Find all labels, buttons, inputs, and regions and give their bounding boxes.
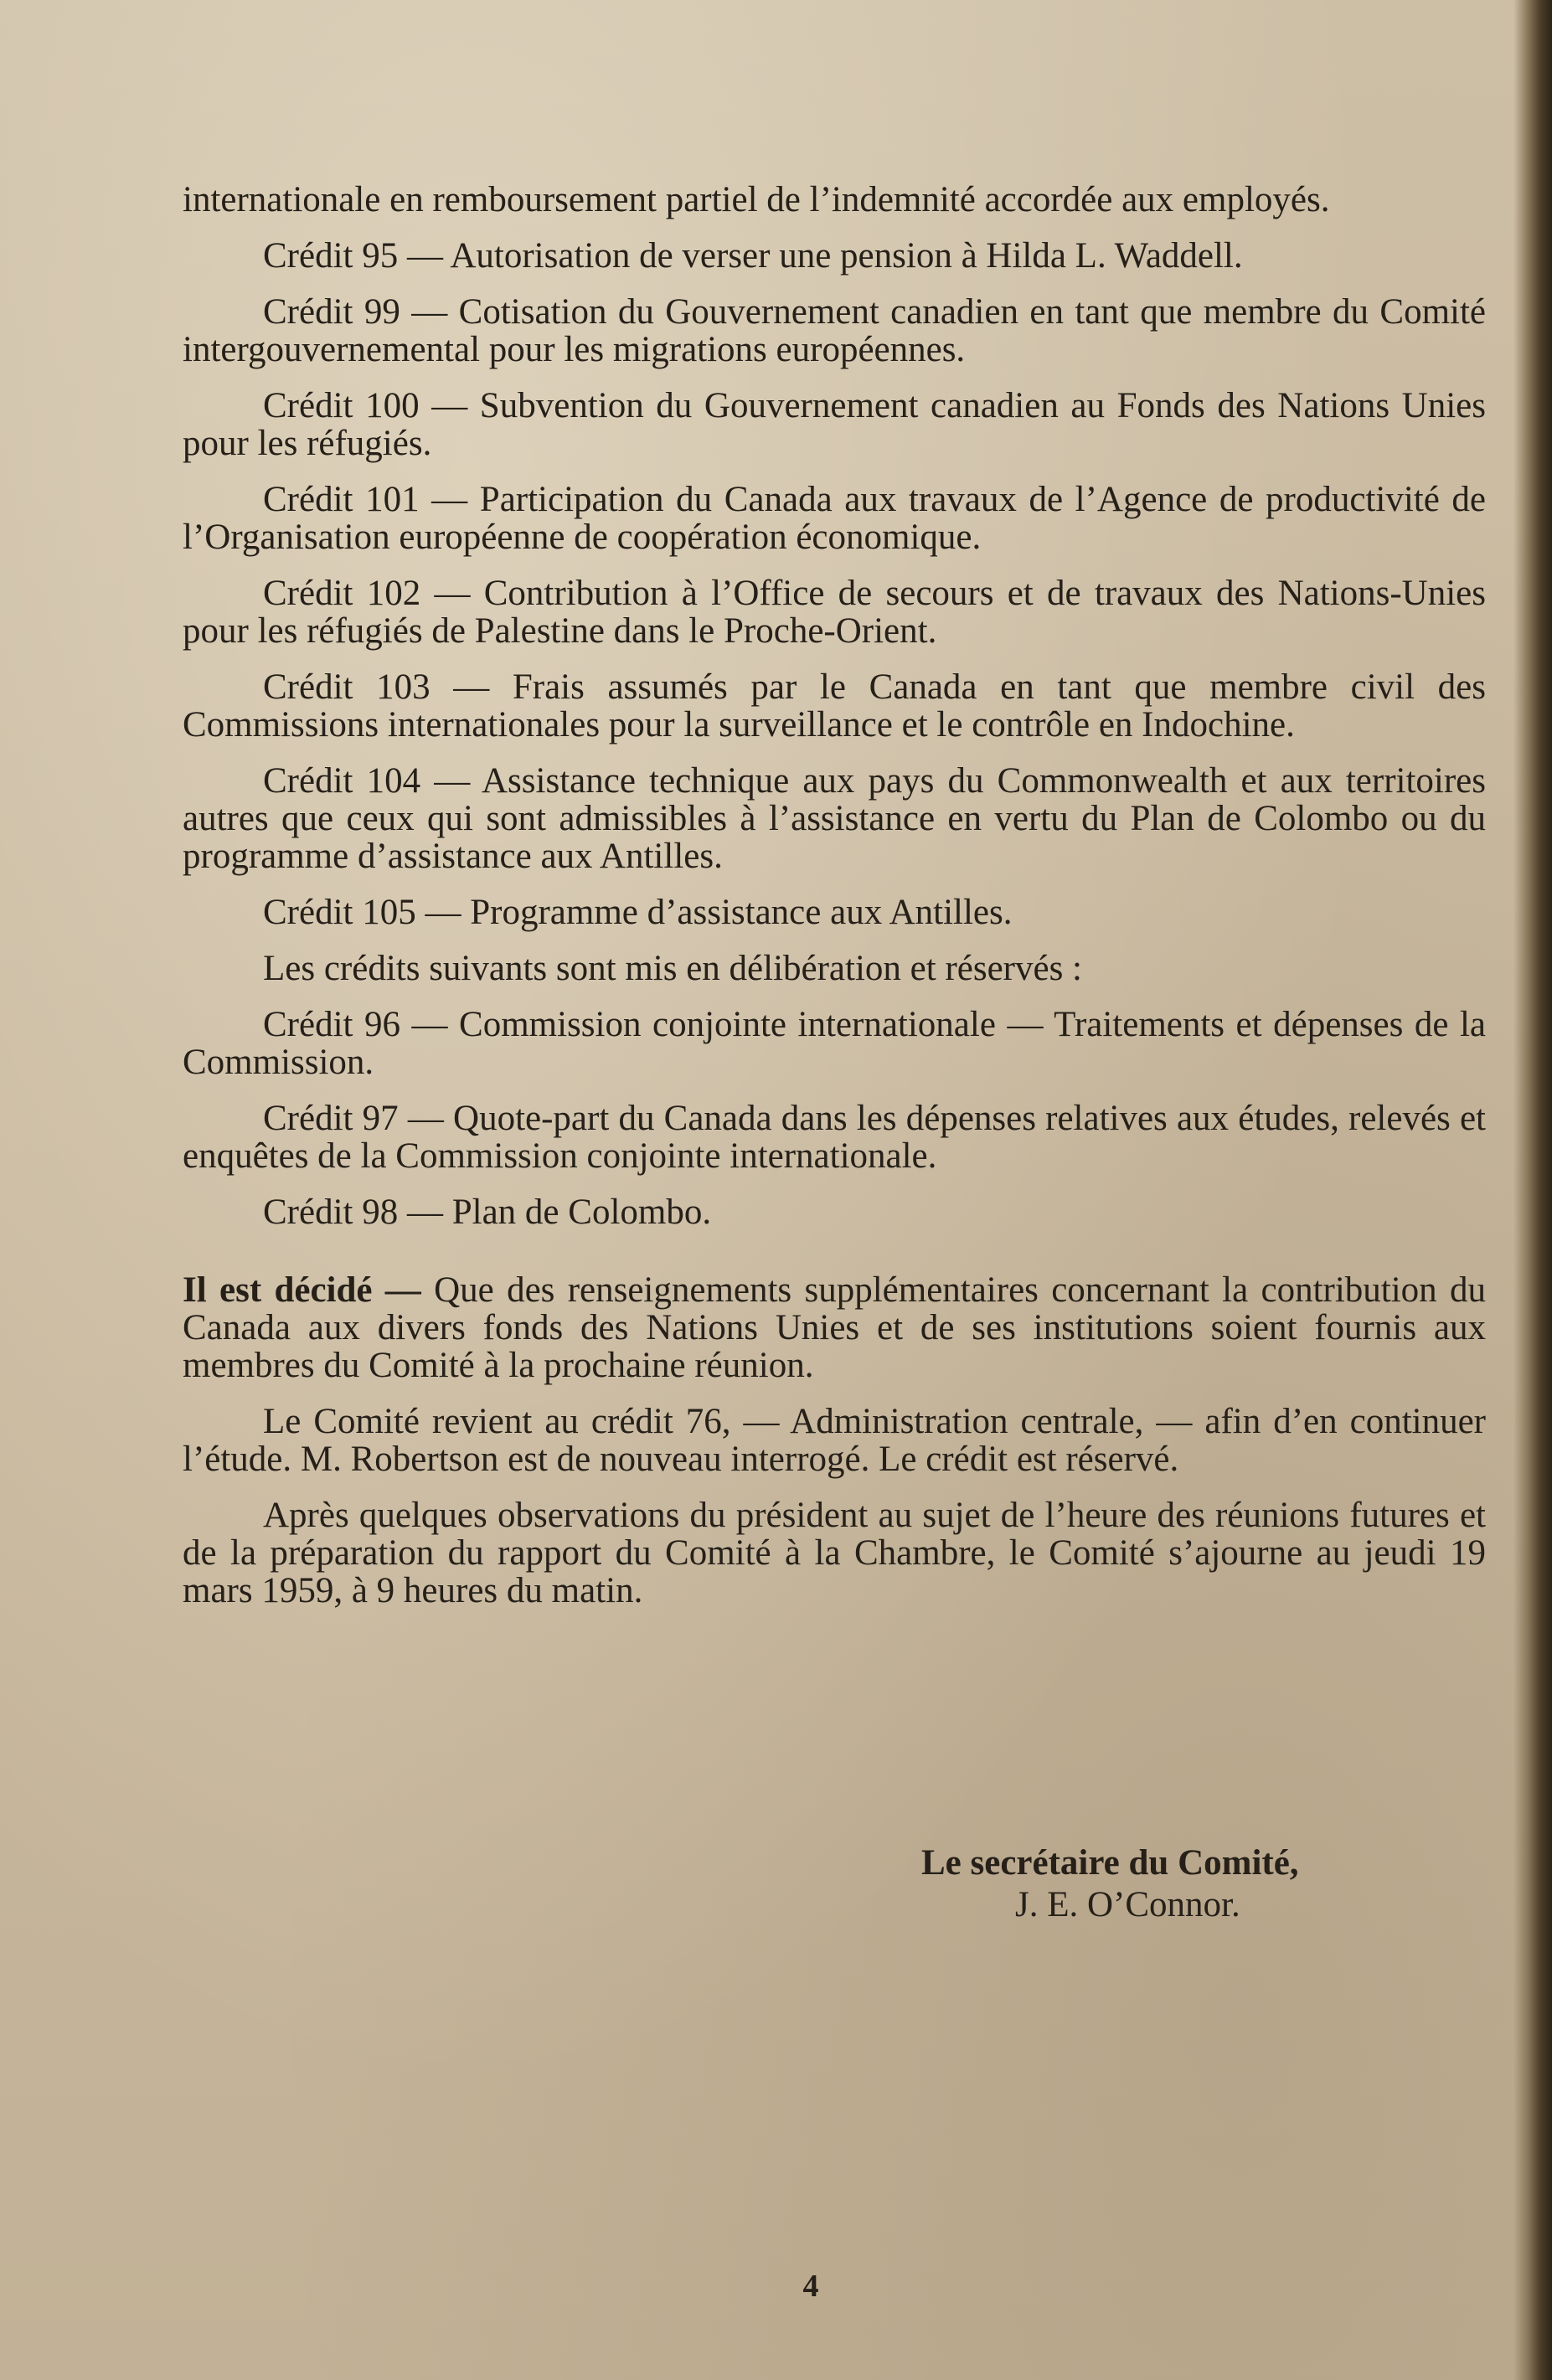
signature-name: J. E. O’Connor. bbox=[1015, 1885, 1240, 1924]
paragraph-continuation: internationale en remboursement partiel de l’indemnité accordée aux employés. bbox=[183, 180, 1330, 219]
paragraph-credit-104: Crédit 104 — Assistance technique aux pays du Commonwealth et aux territoires autres que ceux qui sont admissibles à l’assistance en vertu du Plan de Colombo ou du programme d’assistance aux Antilles. bbox=[183, 761, 1486, 876]
body-text bbox=[183, 181, 1486, 1628]
signature-block bbox=[921, 1842, 1390, 1926]
paragraph-credit-95: Crédit 95 — Autorisation de verser une pension à Hilda L. Waddell. bbox=[263, 236, 1243, 276]
paragraph-credit-100: Crédit 100 — Subvention du Gouvernement canadien au Fonds des Nations Unies pour les réfugiés. bbox=[183, 386, 1486, 463]
paragraph-resolution bbox=[183, 1271, 1486, 1384]
page-edge-shadow bbox=[1513, 0, 1552, 2380]
paragraph-credit-96: Crédit 96 — Commission conjointe internationale — Traitements et dépenses de la Commission. bbox=[183, 1005, 1486, 1082]
resolution-text: Que des renseignements supplémentaires concernant la contribution du Canada aux divers fonds des Nations Unies et de ses institutions soient fournis aux membres du Comité à la prochaine réunion. bbox=[183, 1270, 1486, 1385]
signature-title: Le secrétaire du Comité, bbox=[921, 1843, 1299, 1883]
paragraph-credit-101: Crédit 101 — Participation du Canada aux travaux de l’Agence de productivité de l’Organisation européenne de coopération économique. bbox=[183, 480, 1486, 557]
paragraph-credit-76: Le Comité revient au crédit 76, — Administration centrale, — afin d’en continuer l’étude. M. Robertson est de nouveau interrogé. Le crédit est réservé. bbox=[183, 1402, 1486, 1479]
paragraph-credit-102: Crédit 102 — Contribution à l’Office de secours et de travaux des Nations-Unies pour les réfugiés de Palestine dans le Proche-Orient. bbox=[183, 574, 1486, 651]
paragraph-credit-103: Crédit 103 — Frais assumés par le Canada en tant que membre civil des Commissions internationales pour la surveillance et le contrôle en Indochine. bbox=[183, 667, 1486, 744]
paragraph-credit-105: Crédit 105 — Programme d’assistance aux Antilles. bbox=[263, 893, 1013, 932]
resolution-lead: Il est décidé — bbox=[183, 1270, 421, 1310]
paragraph-credit-97: Crédit 97 — Quote-part du Canada dans les dépenses relatives aux études, relevés et enquêtes de la Commission conjointe internationale. bbox=[183, 1099, 1486, 1176]
paragraph-adjournment: Après quelques observations du président au sujet de l’heure des réunions futures et de la préparation du rapport du Comité à la Chambre, le Comité s’ajourne au jeudi 19 mars 1959, à 9 heures du matin. bbox=[183, 1496, 1486, 1610]
paragraph-credit-99: Crédit 99 — Cotisation du Gouvernement canadien en tant que membre du Comité intergouvernemental pour les migrations européennes. bbox=[183, 292, 1486, 369]
paragraph-reserved-intro: Les crédits suivants sont mis en délibération et réservés : bbox=[263, 949, 1082, 988]
page-number: 4 bbox=[802, 2269, 819, 2304]
paragraph-credit-98: Crédit 98 — Plan de Colombo. bbox=[263, 1193, 712, 1232]
